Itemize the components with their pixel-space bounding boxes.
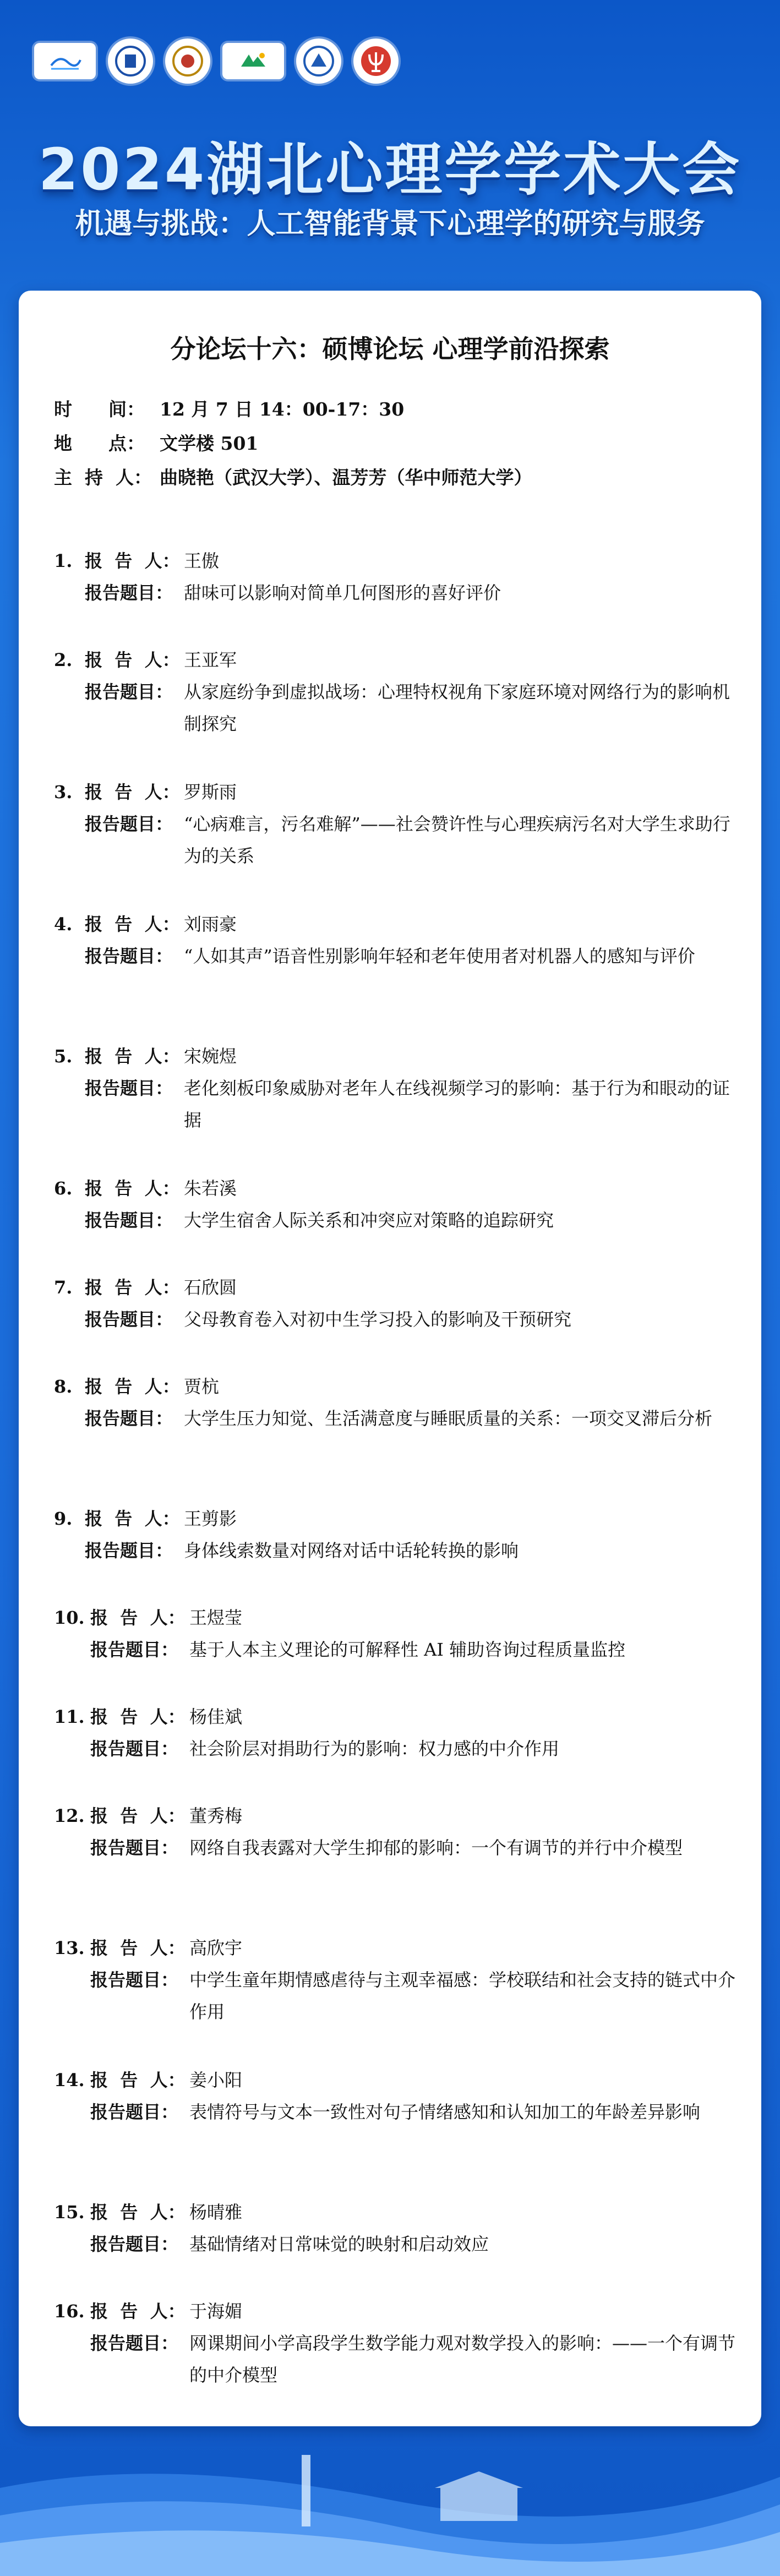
report-topic: 社会阶层对捐助行为的影响：权力感的中介作用 — [189, 1738, 560, 1759]
topic-row — [54, 676, 737, 740]
reporter-row — [54, 644, 737, 676]
place-label: 地 点： — [54, 433, 145, 454]
topic-label: 报告题目： — [85, 1309, 173, 1330]
reporter-label: 报 告 人： — [85, 550, 180, 571]
topic-row — [54, 1634, 737, 1666]
report-topic: 老化刻板印象威胁对老年人在线视频学习的影响：基于行为和眼动的证据 — [184, 1078, 730, 1131]
reporter-row — [54, 1932, 737, 1964]
host-row — [54, 463, 532, 489]
indent-spacer — [54, 577, 85, 609]
reporter-label: 报 告 人： — [90, 1805, 186, 1826]
reporter-name: 杨佳斌 — [189, 1706, 243, 1727]
reporter-name: 董秀梅 — [189, 1805, 243, 1826]
university-logo-3 — [296, 39, 341, 84]
report-topic: 表情符号与文本一致性对句子情绪感知和认知加工的年龄差异影响 — [189, 2102, 701, 2122]
reporter-label: 报 告 人： — [85, 1277, 180, 1298]
forum-title: 分论坛十六：硕博论坛 心理学前沿探索 — [170, 334, 610, 364]
report-number: 4. — [54, 914, 73, 935]
topic-label: 报告题目： — [85, 1078, 173, 1099]
indent-spacer — [54, 2096, 90, 2128]
report-number: 3. — [54, 782, 73, 803]
topic-row — [54, 2228, 737, 2260]
host-label: 主 持 人： — [54, 467, 152, 488]
topic-row — [54, 1072, 737, 1136]
report-item — [54, 1040, 737, 1136]
reporter-label: 报 告 人： — [85, 650, 180, 670]
topic-row — [54, 577, 737, 609]
indent-spacer — [54, 1204, 85, 1236]
wuhan-psych-logo — [222, 43, 284, 79]
reporter-name: 王剪影 — [184, 1508, 237, 1529]
report-item — [54, 644, 737, 740]
indent-spacer — [54, 1733, 90, 1765]
reporter-label: 报 告 人： — [85, 1178, 180, 1199]
topic-label: 报告题目： — [85, 1210, 173, 1231]
reporter-name: 王煜莹 — [189, 1607, 243, 1628]
report-number: 14. — [54, 2070, 85, 2091]
reporter-label: 报 告 人： — [90, 2070, 186, 2091]
report-topic: 基础情绪对日常味觉的映射和启动效应 — [189, 2234, 489, 2255]
reporter-row — [54, 1701, 737, 1733]
report-topic: 大学生宿舍人际关系和冲突应对策略的追踪研究 — [184, 1210, 554, 1231]
topic-label: 报告题目： — [90, 1837, 179, 1858]
report-topic: 父母教育卷入对初中生学习投入的影响及干预研究 — [184, 1309, 572, 1330]
topic-label: 报告题目： — [90, 2102, 179, 2122]
reporter-label: 报 告 人： — [90, 2301, 186, 2322]
conference-title: 2024湖北心理学学术大会 — [38, 136, 742, 203]
reporter-name: 王傲 — [184, 550, 220, 571]
report-number: 15. — [54, 2202, 85, 2223]
report-item — [54, 1371, 737, 1434]
report-number: 2. — [54, 650, 73, 670]
report-item — [54, 2196, 737, 2260]
topic-label: 报告题目： — [85, 1408, 173, 1429]
topic-label: 报告题目： — [90, 1639, 179, 1660]
report-number: 11. — [54, 1706, 85, 1727]
report-item — [54, 776, 737, 872]
report-topic: 基于人本主义理论的可解释性 AI 辅助咨询过程质量监控 — [189, 1639, 626, 1660]
conference-subtitle: 机遇与挑战：人工智能背景下心理学的研究与服务 — [75, 208, 705, 241]
reporter-name: 王亚军 — [184, 650, 237, 670]
reporter-row — [54, 2064, 737, 2096]
reporter-name: 朱若溪 — [184, 1178, 237, 1199]
reporter-row — [54, 908, 737, 940]
reporter-name: 贾杭 — [184, 1376, 220, 1397]
report-topic: “心病难言，污名难解”——社会赞许性与心理疾病污名对大学生求助行为的关系 — [184, 814, 730, 866]
report-item — [54, 908, 737, 972]
report-item — [54, 1701, 737, 1765]
indent-spacer — [54, 2327, 90, 2391]
report-topic: 网络自我表露对大学生抑郁的影响：一个有调节的并行中介模型 — [189, 1837, 683, 1858]
report-topic: 身体线索数量对网络对话中话轮转换的影响 — [184, 1540, 519, 1561]
reporter-row — [54, 1800, 737, 1832]
report-number: 5. — [54, 1046, 73, 1067]
reporter-row — [54, 1371, 737, 1402]
topic-row — [54, 1832, 737, 1864]
reporter-name: 宋婉煜 — [184, 1046, 237, 1067]
university-logo-2 — [165, 39, 210, 84]
reporter-row — [54, 2295, 737, 2327]
reporter-row — [54, 1040, 737, 1072]
reporter-label: 报 告 人： — [85, 1508, 180, 1529]
topic-row — [54, 2327, 737, 2391]
university-logo-1 — [108, 39, 153, 84]
topic-label: 报告题目： — [85, 681, 173, 702]
reporter-row — [54, 776, 737, 808]
reporter-row — [54, 1172, 737, 1204]
indent-spacer — [54, 1535, 85, 1567]
reporter-label: 报 告 人： — [85, 1376, 180, 1397]
topic-label: 报告题目： — [90, 1738, 179, 1759]
report-number: 1. — [54, 550, 73, 571]
topic-label: 报告题目： — [85, 814, 173, 834]
indent-spacer — [54, 676, 85, 740]
report-number: 7. — [54, 1277, 73, 1298]
report-topic: 网课期间小学高段学生数学能力观对数学投入的影响：——一个有调节的中介模型 — [189, 2333, 736, 2386]
reporter-label: 报 告 人： — [90, 1706, 186, 1727]
indent-spacer — [54, 940, 85, 972]
reporter-name: 于海媚 — [189, 2301, 243, 2322]
reporter-name: 高欣宇 — [189, 1938, 243, 1958]
reporter-label: 报 告 人： — [90, 1938, 186, 1958]
topic-row — [54, 1535, 737, 1567]
reporter-label: 报 告 人： — [90, 2202, 186, 2223]
reporter-label: 报 告 人： — [90, 1607, 186, 1628]
logo-row — [34, 39, 399, 84]
report-item — [54, 1800, 737, 1864]
topic-row — [54, 1303, 737, 1335]
reporter-row — [54, 545, 737, 577]
wave-decoration — [0, 2422, 780, 2576]
report-number: 13. — [54, 1938, 85, 1958]
report-number: 9. — [54, 1508, 73, 1529]
topic-row — [54, 1402, 737, 1434]
indent-spacer — [54, 808, 85, 872]
topic-row — [54, 940, 737, 972]
report-item — [54, 2295, 737, 2391]
report-item — [54, 1503, 737, 1567]
program-card — [19, 291, 761, 2426]
indent-spacer — [54, 1072, 85, 1136]
reporter-name: 杨晴雅 — [189, 2202, 243, 2223]
hubei-psych-society-logo — [34, 43, 96, 79]
report-number: 16. — [54, 2301, 85, 2322]
report-number: 6. — [54, 1178, 73, 1199]
indent-spacer — [54, 1634, 90, 1666]
topic-row — [54, 2096, 737, 2128]
topic-label: 报告题目： — [90, 1969, 179, 1990]
report-number: 10. — [54, 1607, 85, 1628]
psi-logo — [353, 39, 399, 84]
time-label: 时 间： — [54, 399, 145, 420]
indent-spacer — [54, 2228, 90, 2260]
time-value: 12 月 7 日 14：00-17：30 — [160, 399, 405, 420]
topic-label: 报告题目： — [85, 1540, 173, 1561]
topic-label: 报告题目： — [85, 582, 173, 603]
reporter-label: 报 告 人： — [85, 914, 180, 935]
report-item — [54, 545, 737, 609]
report-item — [54, 1932, 737, 2028]
time-row — [54, 395, 404, 421]
topic-row — [54, 1733, 737, 1765]
report-topic: 大学生压力知觉、生活满意度与睡眠质量的关系：一项交叉滞后分析 — [184, 1408, 713, 1429]
reporter-row — [54, 1503, 737, 1535]
reporter-name: 石欣圆 — [184, 1277, 237, 1298]
report-number: 8. — [54, 1376, 73, 1397]
indent-spacer — [54, 1964, 90, 2028]
indent-spacer — [54, 1832, 90, 1864]
report-topic: 中学生童年期情感虐待与主观幸福感：学校联结和社会支持的链式中介作用 — [189, 1969, 736, 2022]
report-topic: 甜味可以影响对简单几何图形的喜好评价 — [184, 582, 501, 603]
report-item — [54, 2064, 737, 2128]
reporter-name: 姜小阳 — [189, 2070, 243, 2091]
topic-row — [54, 1964, 737, 2028]
report-item — [54, 1172, 737, 1236]
topic-label: 报告题目： — [90, 2333, 179, 2354]
reporter-row — [54, 1271, 737, 1303]
topic-row — [54, 808, 737, 872]
indent-spacer — [54, 1303, 85, 1335]
report-item — [54, 1602, 737, 1666]
report-number: 12. — [54, 1805, 85, 1826]
topic-label: 报告题目： — [85, 946, 173, 967]
topic-label: 报告题目： — [90, 2234, 179, 2255]
reporter-row — [54, 2196, 737, 2228]
reporter-row — [54, 1602, 737, 1634]
report-item — [54, 1271, 737, 1335]
host-value: 曲晓艳（武汉大学）、温芳芳（华中师范大学） — [160, 467, 532, 488]
report-topic: 从家庭纷争到虚拟战场：心理特权视角下家庭环境对网络行为的影响机制探究 — [184, 681, 730, 734]
reporter-label: 报 告 人： — [85, 782, 180, 803]
reporter-name: 罗斯雨 — [184, 782, 237, 803]
topic-row — [54, 1204, 737, 1236]
place-row — [54, 429, 258, 455]
reporter-label: 报 告 人： — [85, 1046, 180, 1067]
report-topic: “人如其声”语音性别影响年轻和老年使用者对机器人的感知与评价 — [184, 946, 695, 967]
place-value: 文学楼 501 — [160, 433, 259, 454]
indent-spacer — [54, 1402, 85, 1434]
reporter-name: 刘雨豪 — [184, 914, 237, 935]
